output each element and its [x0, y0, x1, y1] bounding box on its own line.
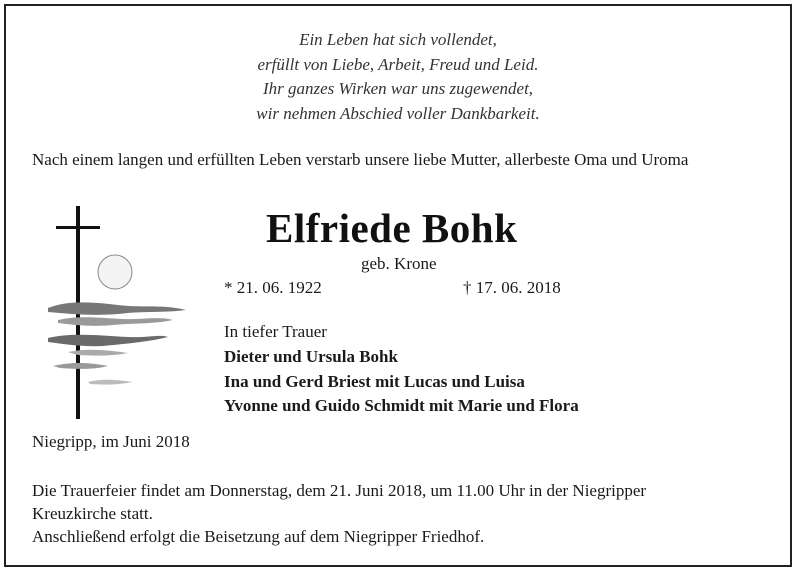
- death-notice: [4, 4, 792, 567]
- funeral-line: Kreuzkirche statt.: [32, 504, 153, 523]
- poem-line: Ein Leben hat sich vollendet,: [299, 30, 497, 49]
- mourning-intro: In tiefer Trauer: [224, 322, 327, 341]
- funeral-info: [32, 479, 792, 548]
- mourner-entry: Ina und Gerd Briest mit Lucas und Luisa: [224, 371, 525, 391]
- birth-date: * 21. 06. 1922: [224, 278, 322, 297]
- place-date: Niegripp, im Juni 2018: [32, 432, 190, 451]
- mourner-entry: Yvonne und Guido Schmidt mit Marie und Flora: [224, 396, 579, 415]
- poem-line: Ihr ganzes Wirken war uns zugewendet,: [262, 79, 534, 98]
- intro-text: Nach einem langen und erfüllten Leben verstarb unsere liebe Mutter, allerbeste Oma und Uroma: [32, 150, 689, 169]
- poem-line: wir nehmen Abschied voller Dankbarkeit.: [256, 103, 540, 123]
- poem-line: erfüllt von Liebe, Arbeit, Freud und Leid.: [257, 54, 539, 74]
- mourners-list: [224, 345, 579, 419]
- cross-with-sunset-landscape-icon: [48, 206, 198, 426]
- mourner-entry: Dieter und Ursula Bohk: [224, 347, 398, 366]
- maiden-name: geb. Krone: [361, 254, 437, 273]
- poem: [6, 28, 790, 126]
- deceased-name: Elfriede Bohk: [266, 205, 518, 251]
- death-date: † 17. 06. 2018: [463, 278, 561, 297]
- funeral-line: Die Trauerfeier findet am Donnerstag, dem 21. Juni 2018, um 11.00 Uhr in der Niegripper: [32, 481, 647, 500]
- funeral-line: Anschließend erfolgt die Beisetzung auf dem Niegripper Friedhof.: [32, 527, 485, 546]
